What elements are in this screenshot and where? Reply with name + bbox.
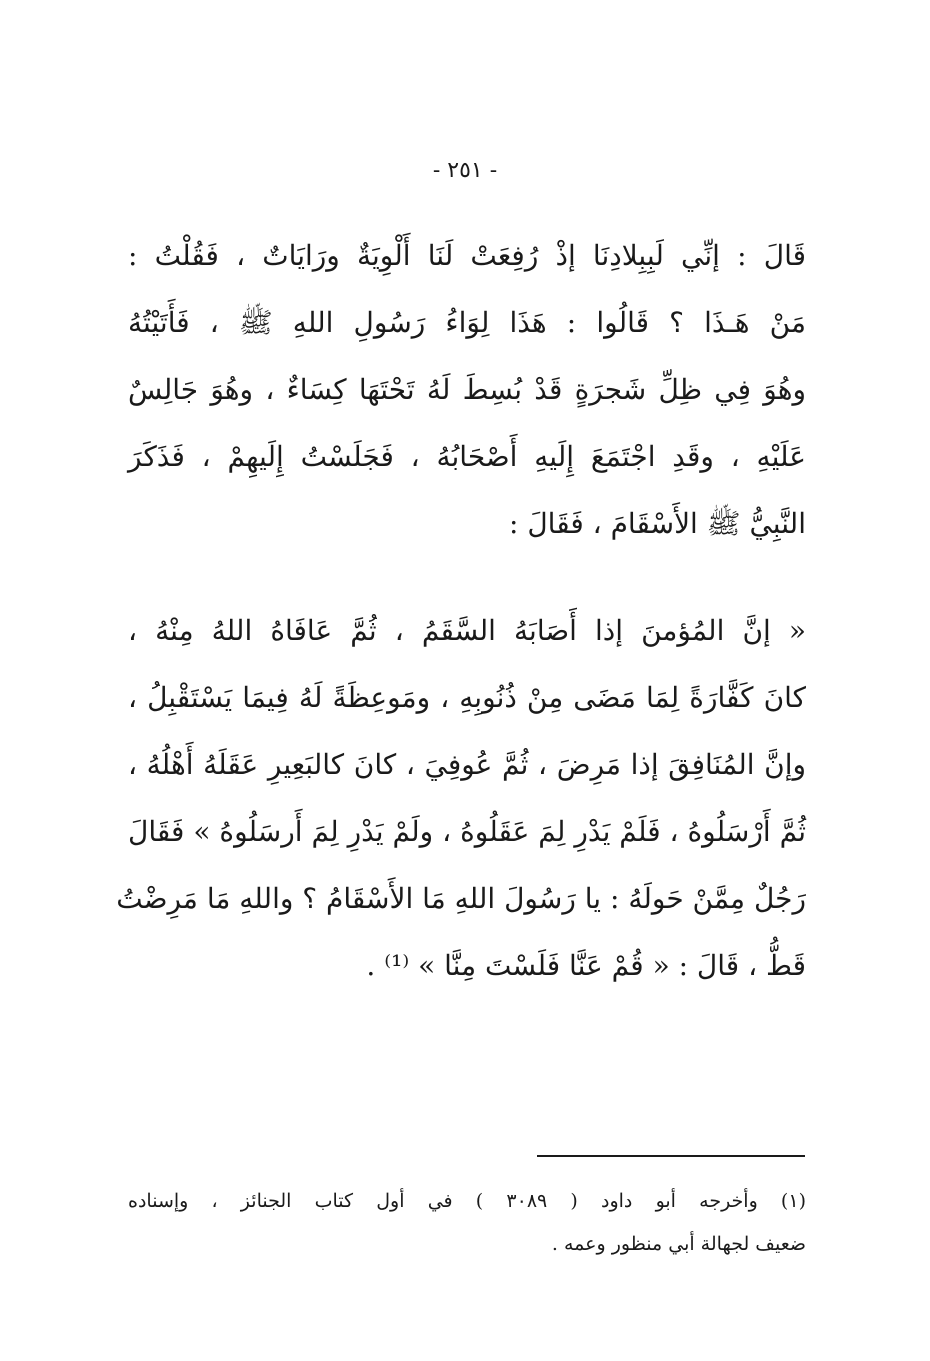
text-line: رَجُلٌ مِمَّنْ حَولَهُ : يا رَسُولَ اللهِ مَا الأَسْقَامُ ؟ واللهِ مَا مَرِضْتُ [116,882,806,915]
text-line: ثُمَّ أَرْسَلُوهُ ، فَلَمْ يَدْرِ لِمَ عَقَلُوهُ ، ولَمْ يَدْرِ لِمَ أَرسَلُوهُ » فَقَالَ [128,815,806,848]
text-line: قَالَ : إنِّي لَبِبِلادِنَا إذْ رُفِعَتْ لَنَا أَلْوِيَةٌ ورَايَاتٌ ، فَقُلْتُ : [128,239,806,272]
text-line: وإنَّ المُنَافِقَ إذا مَرِضَ ، ثُمَّ عُوفِيَ ، كانَ كالبَعِيرِ عَقَلَهُ أَهْلُهُ ، [128,748,806,781]
footnote-line: ضعيف لجهالة أبي منظور وعمه . [551,1233,806,1255]
paragraph-hadith [116,597,806,999]
paragraph-narration [128,222,806,557]
text-line: مَنْ هَـذَا ؟ قَالُوا : هَذَا لِوَاءُ رَسُولِ اللهِ ﷺ ، فَأَتَيْتُهُ [128,306,806,339]
text-line: النَّبِيُّ ﷺ الأَسْقَامَ ، فَقَالَ : [508,507,806,540]
footnote [128,1180,806,1266]
text-line: قَطُّ ، قَالَ : « قُمْ عَنَّا فَلَسْتَ مِنَّا » ⁽¹⁾ . [366,949,806,982]
text-line: وهُوَ فِي ظِلِّ شَجرَةٍ قَدْ بُسِطَ لَهُ تَحْتَهَا كِسَاءٌ ، وهُوَ جَالِسٌ [128,373,806,406]
text-line: « إنَّ المُؤمنَ إذا أَصَابَهُ السَّقَمُ ، ثُمَّ عَافَاهُ اللهُ مِنْهُ ، [128,614,806,647]
page-number: - ٢٥١ - [432,158,498,183]
footnote-separator [537,1155,805,1157]
text-line: عَلَيْهِ ، وقَدِ اجْتَمَعَ إِلَيهِ أَصْحَابُهُ ، فَجَلَسْتُ إِلَيهِمْ ، فَذَكَرَ [128,440,806,473]
text-line: كانَ كَفَّارَةً لِمَا مَضَى مِنْ ذُنُوبِهِ ، ومَوعِظَةً لَهُ فِيمَا يَسْتَقْبِلُ ، [128,681,806,714]
footnote-line: (١) وأخرجه أبو داود ( ٣٠٨٩ ) في أول كتاب الجنائز ، وإسناده [128,1190,806,1212]
